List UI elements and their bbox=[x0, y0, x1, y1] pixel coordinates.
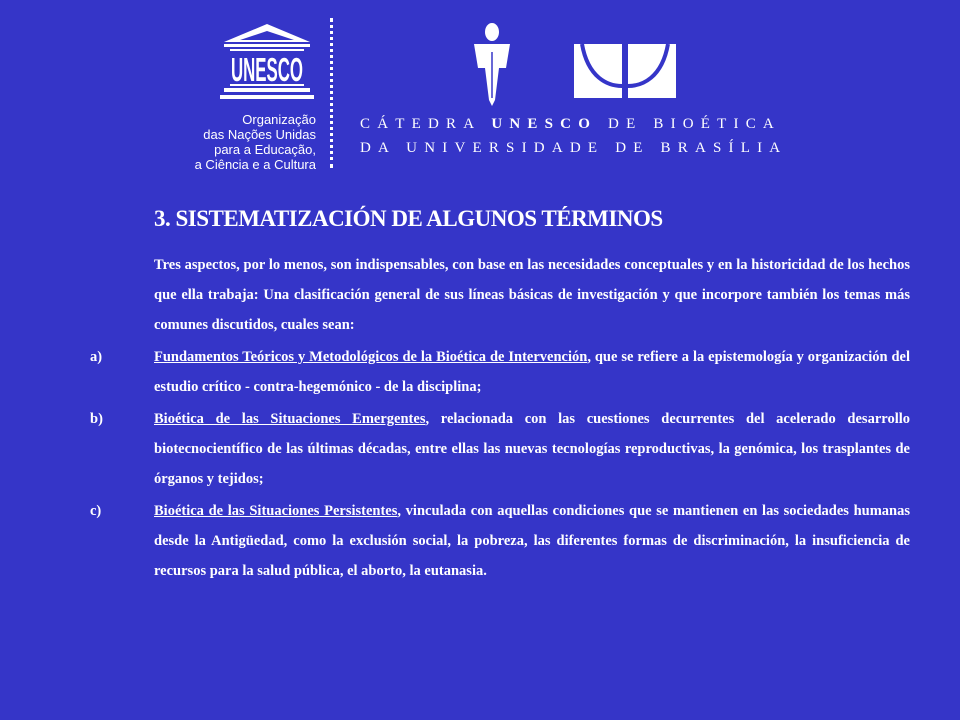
catedra-unesco: UNESCO bbox=[491, 116, 598, 132]
list-item-title: Bioética de las Situaciones Emergentes bbox=[154, 411, 426, 427]
unesco-wordmark: UNESCO bbox=[231, 51, 303, 88]
list-item-title: Bioética de las Situaciones Persistentes bbox=[154, 503, 398, 519]
catedra-figure-logo bbox=[468, 22, 516, 106]
catedra-line-1 bbox=[360, 112, 787, 136]
unesco-caption-line: Organização bbox=[242, 112, 316, 127]
list-item-body bbox=[154, 342, 910, 402]
list-item-title: Fundamentos Teóricos y Metodológicos de la Bioética de Intervención bbox=[154, 349, 588, 365]
catedra-prefix: CÁTEDRA bbox=[360, 116, 481, 132]
list-item-description: , vinculada con aquellas condiciones que se mantienen en las sociedades humanas desde la Antigüedad, como la exclusión social, la pobreza, las diferentes formas de discriminación, la insuficiencia de recursos para la salud pública, el aborto, la eutanasia. bbox=[154, 503, 910, 579]
list-item-description: , relacionada con las cuestiones decurrentes del acelerado desarrollo biotecnocientífico de las últimas décadas, entre ellas las nuevas tecnologías reproductivas, la genómica, los trasplantes de órganos y tejidos; bbox=[154, 411, 910, 487]
list-item-description: , que se refiere a la epistemología y organización del estudio crítico - contra-hegemónico - de la disciplina; bbox=[154, 349, 910, 395]
unesco-caption-line: para a Educação, bbox=[214, 142, 316, 157]
section-heading: 3. SISTEMATIZACIÓN DE ALGUNOS TÉRMINOS bbox=[154, 206, 663, 231]
list-item-letter: a) bbox=[90, 349, 103, 365]
dotted-divider bbox=[330, 18, 333, 168]
unb-logo bbox=[574, 44, 676, 98]
catedra-line-2: DA UNIVERSIDADE DE BRASÍLIA bbox=[360, 140, 788, 156]
list-item-body bbox=[154, 404, 910, 494]
list-item-letter: b) bbox=[90, 411, 103, 427]
catedra-suffix: DE BIOÉTICA bbox=[608, 116, 781, 132]
list-item-c bbox=[90, 496, 910, 586]
catedra-title bbox=[360, 112, 787, 160]
unesco-caption-line: a Ciência e a Cultura bbox=[194, 157, 316, 172]
unesco-temple-logo bbox=[220, 22, 314, 110]
list-item-a bbox=[90, 342, 910, 402]
list-item-body bbox=[154, 496, 910, 586]
unesco-caption-line: das Nações Unidas bbox=[203, 127, 316, 142]
list-item-b bbox=[90, 404, 910, 494]
list-item-letter: c) bbox=[90, 503, 102, 519]
intro-paragraph: Tres aspectos, por lo menos, son indispensables, con base en las necesidades conceptuales y en la historicidad de los hechos que ella trabaja: Una clasificación general de sus líneas básicas de investigación y que incorpore también los temas más comunes discutidos, cuales sean: bbox=[154, 257, 910, 333]
unesco-caption bbox=[170, 112, 316, 172]
